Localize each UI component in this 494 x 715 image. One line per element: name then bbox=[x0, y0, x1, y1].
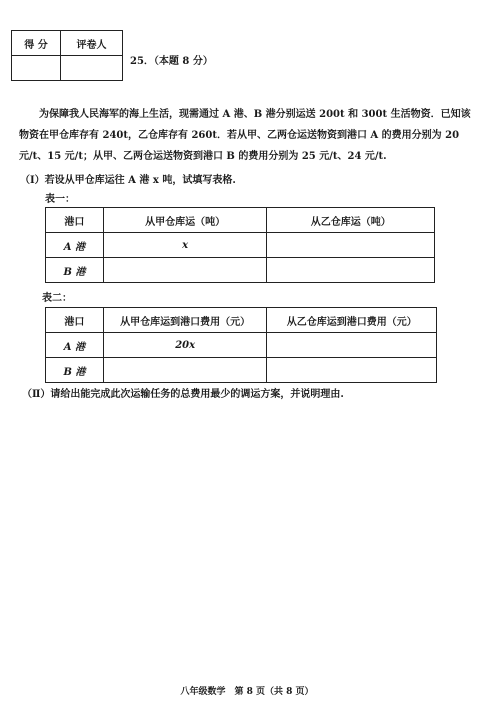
answer-cell[interactable]: x bbox=[103, 233, 267, 258]
table2-label: 表二： bbox=[42, 293, 72, 304]
table-row bbox=[46, 233, 435, 258]
table-header: 从甲仓库运（吨） bbox=[103, 208, 267, 233]
port-b-cell: B 港 bbox=[46, 258, 104, 283]
answer-cell[interactable] bbox=[267, 233, 435, 258]
score-label: 得 分 bbox=[12, 31, 61, 56]
table-header: 港口 bbox=[46, 308, 104, 333]
table1-label: 表一： bbox=[45, 194, 75, 205]
port-a-cell: A 港 bbox=[46, 233, 104, 258]
grader-cell[interactable] bbox=[60, 56, 122, 81]
table-row bbox=[46, 358, 437, 383]
table-row bbox=[46, 258, 435, 283]
answer-cell[interactable]: 20x bbox=[103, 333, 267, 358]
port-a-cell: A 港 bbox=[46, 333, 104, 358]
table-header: 港口 bbox=[46, 208, 104, 233]
page-footer: 八年级数学 第 8 页（共 8 页） bbox=[180, 687, 314, 697]
answer-cell[interactable] bbox=[103, 358, 267, 383]
score-box bbox=[11, 30, 123, 81]
table-header: 从乙仓库运（吨） bbox=[267, 208, 435, 233]
answer-cell[interactable] bbox=[267, 258, 435, 283]
table1 bbox=[45, 207, 435, 283]
question-number: 25．（本题 8 分） bbox=[130, 56, 213, 67]
table-header-row bbox=[46, 208, 435, 233]
table2 bbox=[45, 307, 437, 383]
grader-label: 评卷人 bbox=[60, 31, 122, 56]
table-header: 从甲仓库运到港口费用（元） bbox=[103, 308, 267, 333]
answer-cell[interactable] bbox=[267, 358, 437, 383]
table-row bbox=[46, 333, 437, 358]
answer-cell[interactable] bbox=[103, 258, 267, 283]
port-b-cell: B 港 bbox=[46, 358, 104, 383]
score-cell[interactable] bbox=[12, 56, 61, 81]
part2-prompt: （Ⅱ）请给出能完成此次运输任务的总费用最少的调运方案，并说明理由. bbox=[22, 389, 344, 400]
part1-prompt: （Ⅰ）若设从甲仓库运往 A 港 x 吨，试填写表格. bbox=[20, 175, 236, 186]
answer-cell[interactable] bbox=[267, 333, 437, 358]
table-header: 从乙仓库运到港口费用（元） bbox=[267, 308, 437, 333]
table-header-row bbox=[46, 308, 437, 333]
question-stem: 为保障我人民海军的海上生活，现需通过 A 港、B 港分别运送 200t 和 300t 生活物资．已知该物资在甲仓库存有 240t，乙仓库存有 260t．若从甲、乙两仓运送物资到港口 A 的费用分别为 20 元/t、15 元/t；从甲、乙两仓运送物资到港口 B 的费用分别为 25 元/t、24 元/t. bbox=[19, 109, 471, 162]
